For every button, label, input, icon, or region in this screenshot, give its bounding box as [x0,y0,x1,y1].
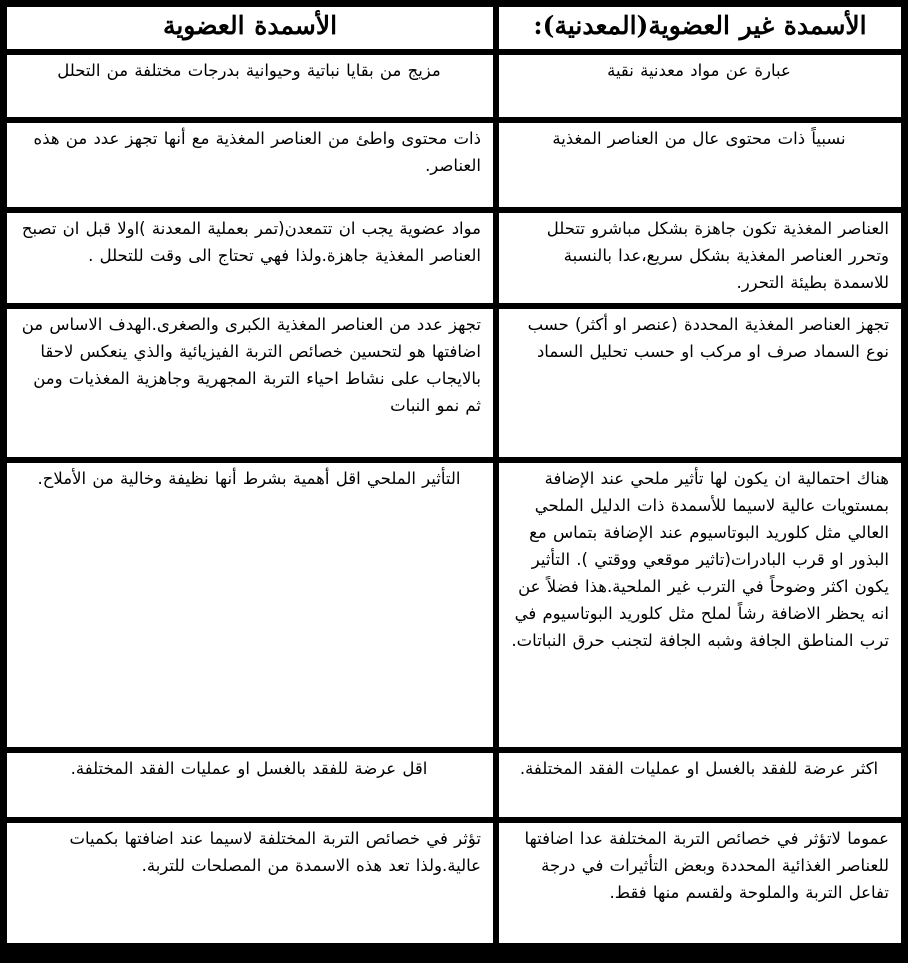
cell-organic: تجهز عدد من العناصر المغذية الكبرى والصغرى.الهدف الاساس من اضافتها هو لتحسين خصائص التربة الفيزيائية والذي ينعكس لاحقا بالايجاب على نشاط احياء التربة المجهرية وجاهزية المغذيات ومن ثم نمو النبات [4,306,496,460]
cell-inorganic: عموما لاتؤثر في خصائص التربة المختلفة عدا اضافتها للعناصر الغذائية المحددة وبعض التأثيرات في درجة تفاعل التربة والملوحة ولقسم منها فقط. [496,820,904,946]
cell-organic: مواد عضوية يجب ان تتمعدن(تمر بعملية المعدنة )اولا قبل ان تصبح العناصر المغذية جاهزة.ولذا فهي تحتاج الى وقت للتحلل . [4,210,496,306]
cell-inorganic: نسبياً ذات محتوى عال من العناصر المغذية [496,120,904,210]
cell-inorganic: عبارة عن مواد معدنية نقية [496,52,904,120]
header-organic-fertilizers: الأسمدة العضوية [4,4,496,52]
table-row [4,120,904,210]
table-row [4,52,904,120]
header-row [4,4,904,52]
table-row [4,820,904,946]
cell-inorganic: العناصر المغذية تكون جاهزة بشكل مباشرو تتحلل وتحرر العناصر المغذية بشكل سريع،عدا بالنسبة للاسمدة بطيئة التحرر. [496,210,904,306]
cell-inorganic: هناك احتمالية ان يكون لها تأثير ملحي عند الإضافة بمستويات عالية لاسيما للأسمدة ذات الدليل الملحي العالي مثل كلوريد البوتاسيوم عند الإضافة بتماس مع البذور او قرب البادرات(تاثير موقعي ووقتي ). التأثير يكون اكثر وضوحاً في الترب غير الملحية.هذا فضلاً عن انه يحظر الاضافة رشاً لملح مثل كلوريد البوتاسيوم في ترب المناطق الجافة وشبه الجافة لتجنب حرق النباتات. [496,460,904,750]
cell-organic: مزيج من بقايا نباتية وحيوانية بدرجات مختلفة من التحلل [4,52,496,120]
cell-inorganic: اكثر عرضة للفقد بالغسل او عمليات الفقد المختلفة. [496,750,904,820]
cell-organic: ذات محتوى واطئ من العناصر المغذية مع أنها تجهز عدد من هذه العناصر. [4,120,496,210]
cell-organic: تؤثر في خصائص التربة المختلفة لاسيما عند اضافتها بكميات عالية.ولذا تعد هذه الاسمدة من المصلحات للتربة. [4,820,496,946]
comparison-table [4,4,904,946]
cell-organic: التأثير الملحي اقل أهمية بشرط أنها نظيفة وخالية من الأملاح. [4,460,496,750]
cell-organic: اقل عرضة للفقد بالغسل او عمليات الفقد المختلفة. [4,750,496,820]
table-row [4,460,904,750]
cell-inorganic: تجهز العناصر المغذية المحددة (عنصر او أكثر) حسب نوع السماد صرف او مركب او حسب تحليل السماد [496,306,904,460]
table-row [4,750,904,820]
table-row [4,306,904,460]
table-row [4,210,904,306]
header-inorganic-fertilizers: الأسمدة غير العضوية(المعدنية): [496,4,904,52]
